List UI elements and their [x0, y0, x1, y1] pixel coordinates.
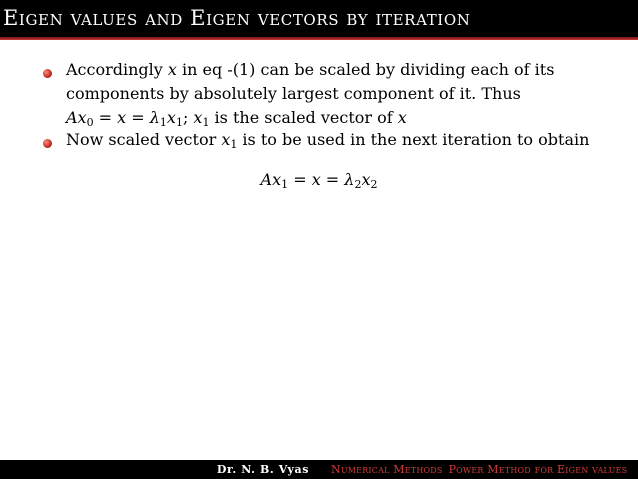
bullet-1-line-1: Accordingly x in eq -(1) can be scaled by dividing each of its [66, 60, 555, 79]
bullet-1-line-3: $Ax_0 = x = \lambda_1x_1$; $x_1$ is the scaled vector of x [66, 108, 407, 129]
bullet-icon [43, 139, 52, 148]
bullet-2-line-1: Now scaled vector $x_1$ is to be used in the next iteration to obtain [66, 130, 590, 151]
display-equation: $Ax_1 = x = \lambda_2x_2$ [260, 170, 378, 191]
footer-topic: Power Method for Eigen values [448, 463, 628, 476]
bullet-icon [43, 69, 52, 78]
slide-title: Eigen values and Eigen vectors by iteration [3, 6, 471, 30]
footer-course-topic [319, 460, 638, 479]
footer-bar [0, 460, 638, 479]
bullet-1-line-2: components by absolutely largest component of it. Thus [66, 84, 521, 103]
bullet-item-2 [66, 128, 626, 152]
bullet-item-1 [66, 58, 626, 130]
footer-course: Numerical Methods [331, 463, 443, 476]
footer-author: Dr. N. B. Vyas [0, 460, 319, 479]
